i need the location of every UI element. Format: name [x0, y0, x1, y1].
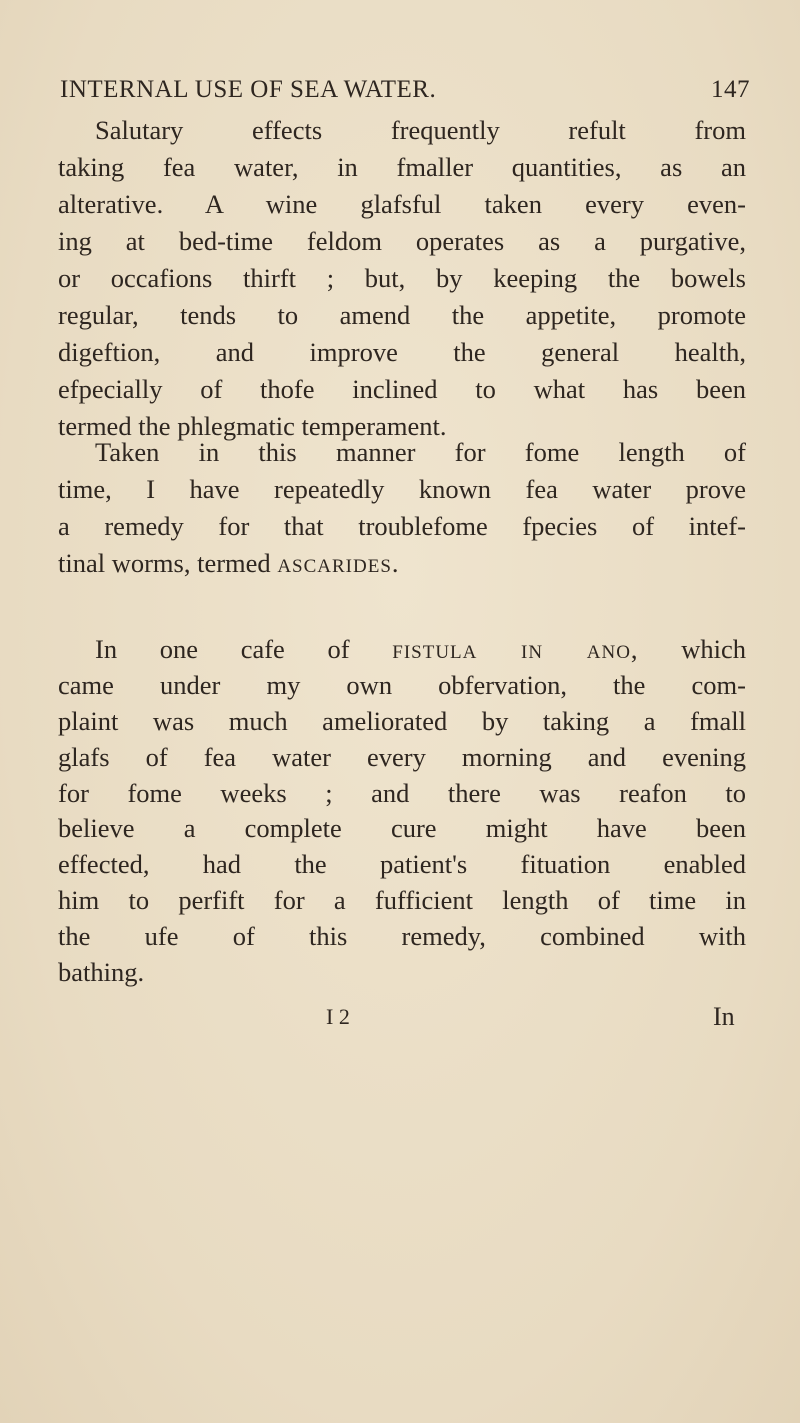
text-line: Taken in this manner for fome length of: [95, 437, 746, 467]
text-line: digeftion, and improve the general health,: [58, 337, 746, 367]
page-number: 147: [711, 76, 750, 103]
term-fistula: fistula in ano,: [392, 634, 639, 664]
text-line: alterative. A wine glafsful taken every even-: [58, 189, 746, 219]
text-line: time, I have repeatedly known fea water prove: [58, 474, 746, 504]
term-ascarides: ascarides.: [277, 548, 400, 578]
text-line: effected, had the patient's fituation enabled: [58, 849, 746, 880]
text-line: termed the phlegmatic temperament.: [58, 411, 447, 441]
text-line: regular, tends to amend the appetite, promote: [58, 300, 746, 330]
text-line: ing at bed-time feldom operates as a purgative,: [58, 226, 746, 256]
text-line: bathing.: [58, 957, 145, 987]
text-line: came under my own obfervation, the com-: [58, 669, 746, 700]
running-header: [60, 76, 750, 104]
text-line: tinal worms, termed ascarides.: [58, 548, 400, 578]
text-line: the ufe of this remedy, combined with: [58, 921, 746, 952]
text-line: plaint was much ameliorated by taking a fmall: [58, 705, 746, 736]
catchword: In: [713, 1002, 735, 1031]
text-line: believe a complete cure might have been: [58, 813, 746, 844]
text-line: for fome weeks ; and there was reafon to: [58, 777, 746, 808]
text-line: Salutary effects frequently refult from: [95, 115, 746, 145]
header-title: INTERNAL USE OF SEA WATER.: [60, 76, 437, 103]
text-line: efpecially of thofe inclined to what has been: [58, 374, 746, 404]
text-line: a remedy for that troublefome fpecies of intef-: [58, 511, 746, 541]
text-line: taking fea water, in fmaller quantities, as an: [58, 152, 746, 182]
text-line: In one cafe of fistula in ano, which: [95, 634, 747, 664]
text-line: glafs of fea water every morning and evening: [58, 741, 746, 772]
text-line: him to perfift for a fufficient length of time in: [58, 885, 746, 916]
signature-mark: I 2: [326, 1004, 350, 1029]
text-line: or occafions thirft ; but, by keeping the bowels: [58, 263, 746, 293]
